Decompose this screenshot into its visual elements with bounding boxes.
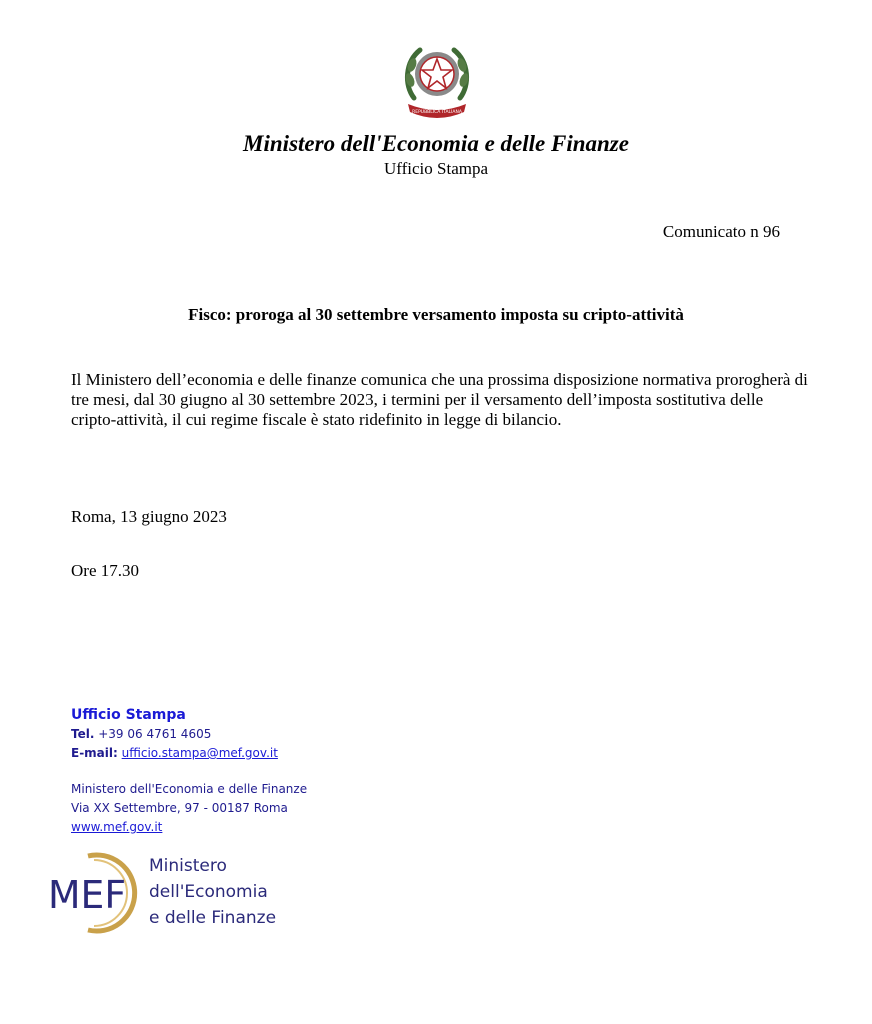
phone-label: Tel. bbox=[71, 727, 95, 741]
ministry-title: Ministero dell'Economia e delle Finanze bbox=[243, 131, 629, 156]
email-line bbox=[71, 744, 307, 763]
press-release-headline: Fisco: proroga al 30 settembre versamento imposta su cripto-attività bbox=[188, 305, 684, 324]
mef-logo-line-3: e delle Finanze bbox=[149, 908, 277, 928]
mef-logo-text bbox=[149, 853, 276, 931]
comunicato-number: Comunicato n 96 bbox=[662, 222, 780, 241]
address-line-1: Ministero dell'Economia e delle Finanze bbox=[71, 782, 308, 796]
email-label: E-mail: bbox=[71, 746, 118, 760]
office-subtitle: Ufficio Stampa bbox=[383, 159, 489, 178]
press-office-contacts bbox=[71, 706, 307, 837]
email-link[interactable]: ufficio.stampa@mef.gov.it bbox=[121, 746, 278, 760]
mef-logo-line-1: Ministero bbox=[149, 856, 227, 876]
release-date: Roma, 13 giugno 2023 bbox=[71, 507, 227, 526]
address-line-2: Via XX Settembre, 97 - 00187 Roma bbox=[71, 801, 288, 815]
mef-logo-line-2: dell'Economia bbox=[149, 882, 268, 902]
italian-republic-emblem-icon bbox=[402, 40, 472, 120]
phone-number: +39 06 4761 4605 bbox=[98, 727, 212, 741]
phone-line bbox=[71, 725, 307, 744]
mef-logo-icon bbox=[48, 850, 148, 936]
release-time: Ore 17.30 bbox=[71, 561, 139, 580]
press-release-body: Il Ministero dell’economia e delle finanze comunica che una prossima disposizione normativa prorogherà di tre mesi, dal 30 giugno al 30 settembre 2023, i termini per il versamento dell’imposta sostitutiva delle cripto-attività, il cui regime fiscale è stato ridefinito in legge di bilancio. bbox=[71, 370, 808, 429]
svg-text:REPUBBLICA ITALIANA: REPUBBLICA ITALIANA bbox=[412, 110, 462, 115]
svg-text:MEF: MEF bbox=[48, 873, 126, 917]
press-office-title: Ufficio Stampa bbox=[71, 707, 186, 723]
website-link[interactable]: www.mef.gov.it bbox=[71, 820, 163, 834]
